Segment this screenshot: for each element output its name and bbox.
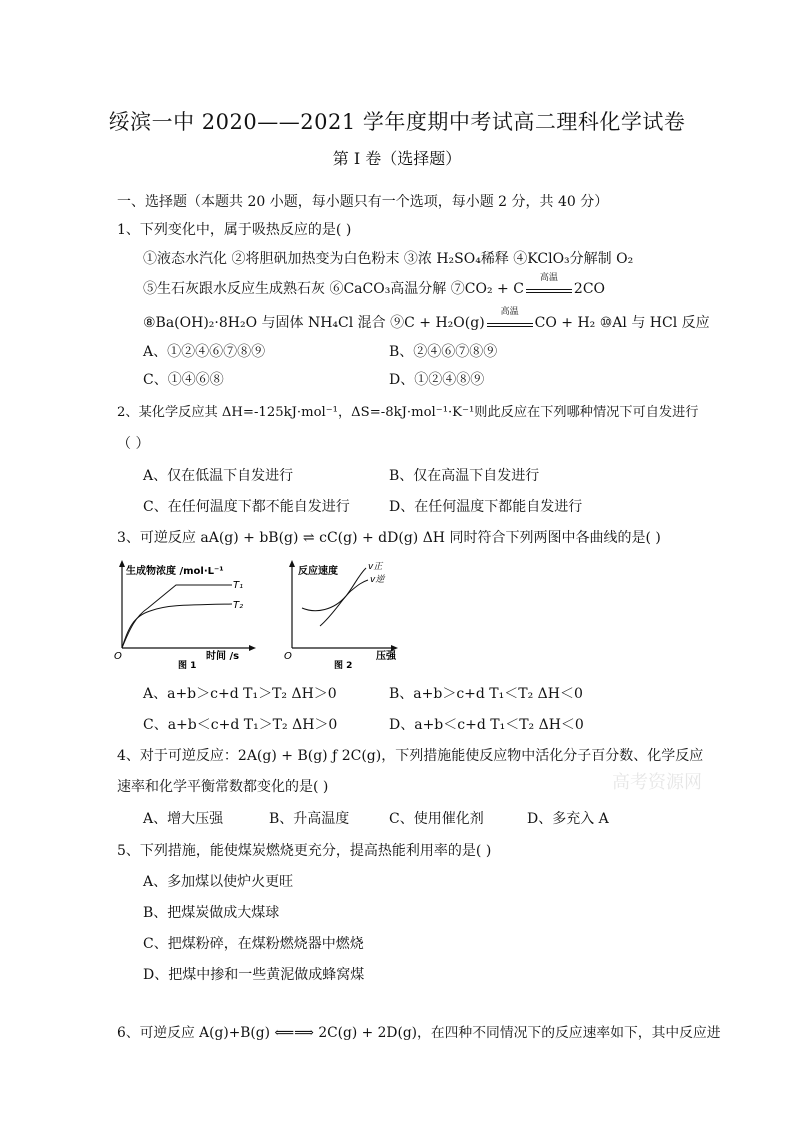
exam-subtitle: 第 I 卷（选择题）	[332, 149, 462, 168]
question-2-answer-paren: （ ）	[117, 436, 150, 452]
section-header: 一、选择题（本题共 20 小题，每小题只有一个选项，每小题 2 分，共 40 分）	[117, 194, 609, 210]
question-1-items-line-2	[143, 273, 606, 298]
watermark: 高考资源网	[612, 772, 702, 793]
fig1-series-1-label: T₁	[233, 580, 244, 591]
question-1-stem: 1、下列变化中，属于吸热反应的是( )	[117, 222, 352, 238]
q1-line3-pre: ⑧Ba(OH)₂·8H₂O 与固体 NH₄Cl 混合 ⑨C + H₂O(g)	[143, 315, 485, 331]
question-3-option-c[interactable]: C、a+b＜c+d T₁＞T₂ ΔH＞0	[143, 717, 338, 733]
question-1-option-c[interactable]: C、①④⑥⑧	[143, 372, 224, 388]
question-2-option-d[interactable]: D、在任何温度下都能自发进行	[389, 499, 583, 515]
question-2-option-a[interactable]: A、仅在低温下自发进行	[143, 468, 294, 484]
figure-1-concentration-time	[112, 558, 262, 670]
question-3-option-a[interactable]: A、a+b＞c+d T₁＞T₂ ΔH＞0	[143, 686, 337, 702]
fig1-y-label: 生成物浓度 /mol·L⁻¹	[126, 566, 224, 577]
fig2-curve-v-reverse	[320, 580, 368, 626]
question-6-stem: 6、可逆反应 A(g)+B(g) ⟸⟹ 2C(g) + 2D(g)，在四种不同情况下的反应速率如下，其中反应进	[117, 1025, 721, 1041]
fig2-series-2-label: v逆	[370, 575, 385, 585]
exam-title: 绥滨一中 2020——2021 学年度期中考试高二理科化学试卷	[108, 110, 686, 134]
fig1-y-arrow	[119, 560, 125, 567]
question-5-option-c[interactable]: C、把煤粉碎，在煤粉燃烧器中燃烧	[143, 936, 364, 952]
figure-2-rate-pressure	[282, 558, 402, 670]
fig1-x-label: 时间 /s	[206, 651, 240, 662]
fig2-series-1-label: v正	[368, 562, 383, 572]
q1-line2-post: 2CO	[573, 281, 606, 297]
q1-line3-post: CO + H₂ ⑩Al 与 HCl 反应	[534, 315, 710, 331]
fig1-series-2-label: T₂	[233, 600, 244, 611]
question-2-option-c[interactable]: C、在任何温度下都不能自发进行	[143, 499, 350, 515]
question-1-option-b[interactable]: B、②④⑥⑦⑧⑨	[389, 344, 498, 360]
question-1-option-a[interactable]: A、①②④⑥⑦⑧⑨	[143, 344, 266, 360]
question-2-option-b[interactable]: B、仅在高温下自发进行	[389, 468, 540, 484]
question-5-option-a[interactable]: A、多加煤以使炉火更旺	[143, 874, 294, 890]
condition-label-2: 高温	[500, 307, 519, 317]
question-4-stem-line-1: 4、对于可逆反应：2A(g) + B(g) ƒ 2C(g)，下列措施能使反应物中活化分子百分数、化学反应	[117, 748, 704, 764]
question-4-option-a[interactable]: A、增大压强	[143, 811, 224, 827]
fig2-origin: O	[284, 651, 292, 662]
fig2-y-label: 反应速度	[298, 566, 338, 577]
question-5-option-d[interactable]: D、把煤中掺和一些黄泥做成蜂窝煤	[143, 967, 365, 983]
fig1-x-arrow	[249, 645, 256, 651]
question-2-stem: 2、某化学反应其 ΔH=-125kJ·mol⁻¹，ΔS=-8kJ·mol⁻¹·K⁻¹则此反应在下列哪种情况下可自发进行	[117, 405, 699, 420]
question-4-option-b[interactable]: B、升高温度	[269, 811, 350, 827]
question-4-stem-line-2: 速率和化学平衡常数都变化的是( )	[117, 779, 329, 795]
reaction-condition-high-temp-2	[487, 307, 533, 327]
q1-line2-pre: ⑤生石灰跟水反应生成熟石灰 ⑥CaCO₃高温分解 ⑦CO₂ + C	[143, 281, 524, 297]
reaction-condition-high-temp	[526, 273, 572, 293]
question-5-option-b[interactable]: B、把煤炭做成大煤球	[143, 905, 280, 921]
question-5-stem: 5、下列措施，能使煤炭燃烧更充分，提高热能利用率的是( )	[117, 843, 492, 859]
fig2-y-arrow	[289, 560, 295, 567]
question-3-option-d[interactable]: D、a+b＜c+d T₁＜T₂ ΔH＜0	[389, 717, 584, 733]
question-1-option-d[interactable]: D、①②④⑧⑨	[389, 372, 485, 388]
fig2-caption: 图 2	[334, 661, 353, 670]
fig2-x-label: 压强	[376, 651, 396, 662]
question-1-items-line-1: ①液态水汽化 ②将胆矾加热变为白色粉末 ③浓 H₂SO₄稀释 ④KClO₃分解制 O₂	[143, 251, 634, 267]
question-4-option-d[interactable]: D、多充入 A	[527, 811, 609, 827]
question-3-stem: 3、可逆反应 aA(g) + bB(g) ⇌ cC(g) + dD(g) ΔH 同时符合下列两图中各曲线的是( )	[117, 530, 661, 546]
fig1-curve-t2	[122, 604, 232, 648]
question-1-items-line-3	[143, 307, 710, 332]
question-3-option-b[interactable]: B、a+b＞c+d T₁＜T₂ ΔH＜0	[389, 686, 583, 702]
fig1-origin: O	[114, 651, 122, 662]
question-4-option-c[interactable]: C、使用催化剂	[389, 811, 484, 827]
condition-label: 高温	[539, 273, 558, 283]
fig1-caption: 图 1	[178, 661, 197, 670]
